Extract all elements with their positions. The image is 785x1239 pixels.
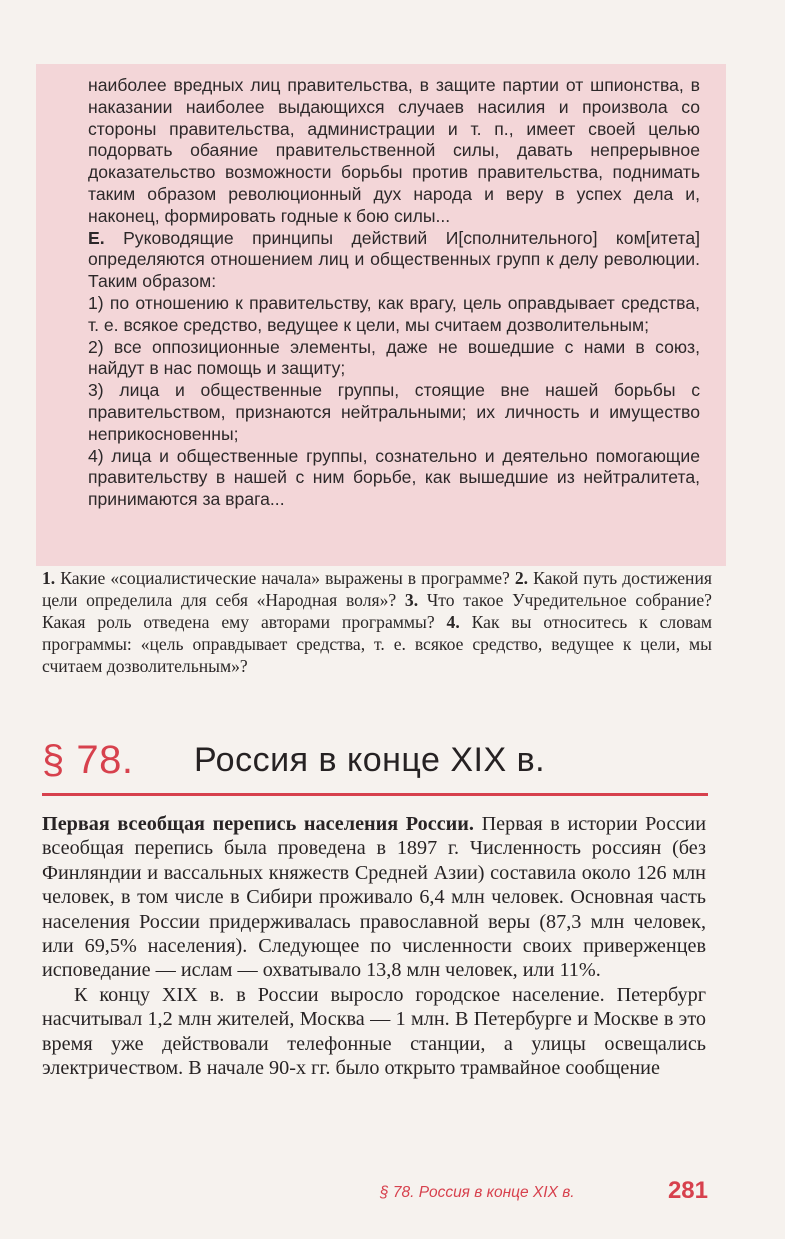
document-paragraph: 4) лица и общественные группы, сознательно и деятельно помогающие правительству в нашей с ним борьбе, как вышедшие из нейтралитета, принимаются за врага...	[88, 445, 700, 510]
document-excerpt	[88, 75, 700, 511]
page-footer	[380, 1179, 708, 1209]
question-number: 4.	[446, 612, 460, 632]
question-number: 3.	[404, 590, 419, 610]
question-text: Какой путь достижения цели определила для себя «Народная воля»?	[42, 568, 712, 610]
question-number: 2.	[514, 568, 529, 588]
body-paragraph: Первая всеобщая перепись населения России. Первая в истории России всеобщая перепись была проведена в 1897 г. Численность россиян (без Финляндии и вассальных княжеств Средней Азии) составила около 126 млн человек, в том числе в Сибири проживало 6,4 млн человек. Основная часть населения России придерживалась православной веры (87,3 млн человек, или 69,5% населения). Следующее по численности своих приверженцев исповедание — ислам — охватывало 13,8 млн человек, или 11%.	[42, 813, 707, 982]
question-text: Как вы относитесь к словам программы: «цель оправдывает средства, т. е. всякое средство, ведущее к цели, мы считаем дозволительным»?	[42, 612, 713, 676]
document-paragraph: 2) все оппозиционные элементы, даже не вошедшие с нами в союз, найдут в нас помощь и защиту;	[88, 336, 700, 379]
question-number: 1.	[42, 568, 56, 588]
subsection-heading: Первая всеобщая перепись населения России.	[42, 813, 474, 835]
section-divider	[42, 793, 708, 796]
document-paragraph: 3) лица и общественные группы, стоящие вне нашей борьбы с правительством, признаются нейтральными; их личность и имущество неприкосновенны;	[88, 380, 700, 444]
section-body	[42, 812, 706, 1080]
page-number: 281	[667, 1177, 708, 1204]
running-head: § 78. Россия в конце XIX в.	[380, 1184, 575, 1201]
review-questions	[42, 567, 712, 677]
question-text: Что такое Учредительное собрание? Какая роль отведена ему авторами программы?	[42, 590, 712, 632]
question-text: Какие «социалистические начала» выражены в программе?	[55, 568, 515, 588]
section-title: Россия в конце XIX в.	[194, 741, 546, 779]
paragraph-letter-label: Е.	[88, 227, 105, 248]
document-paragraph: Е. Руководящие принципы действий И[сполнительного] ком[итета] определяются отношением лиц и общественных групп к делу революции. Таким образом:	[88, 227, 700, 292]
document-paragraph: 1) по отношению к правительству, как врагу, цель оправдывает средства, т. е. всякое средство, ведущее к цели, мы считаем дозволительным;	[88, 292, 700, 335]
body-paragraph: К концу XIX в. в России выросло городское население. Петербург насчитывал 1,2 млн жителей, Москва — 1 млн. В Петербурге и Москве в это время уже действовали телефонные станции, а улицы освещались электричеством. В начале 90-х гг. было открыто трамвайное сообщение	[42, 983, 706, 1080]
section-heading	[42, 732, 708, 794]
section-number: § 78.	[42, 738, 134, 782]
document-paragraph: наиболее вредных лиц правительства, в защите партии от шпионства, в наказании наиболее выдающихся случаев насилия и произвола со стороны правительства, администрации и т. п., имеет своей целью подорвать обаяние правительственной силы, давать непрерывное доказательство возможности борьбы против правительства, поднимать таким образом революционный дух народа и веру в успех дела и, наконец, формировать годные к бою силы...	[88, 75, 700, 226]
